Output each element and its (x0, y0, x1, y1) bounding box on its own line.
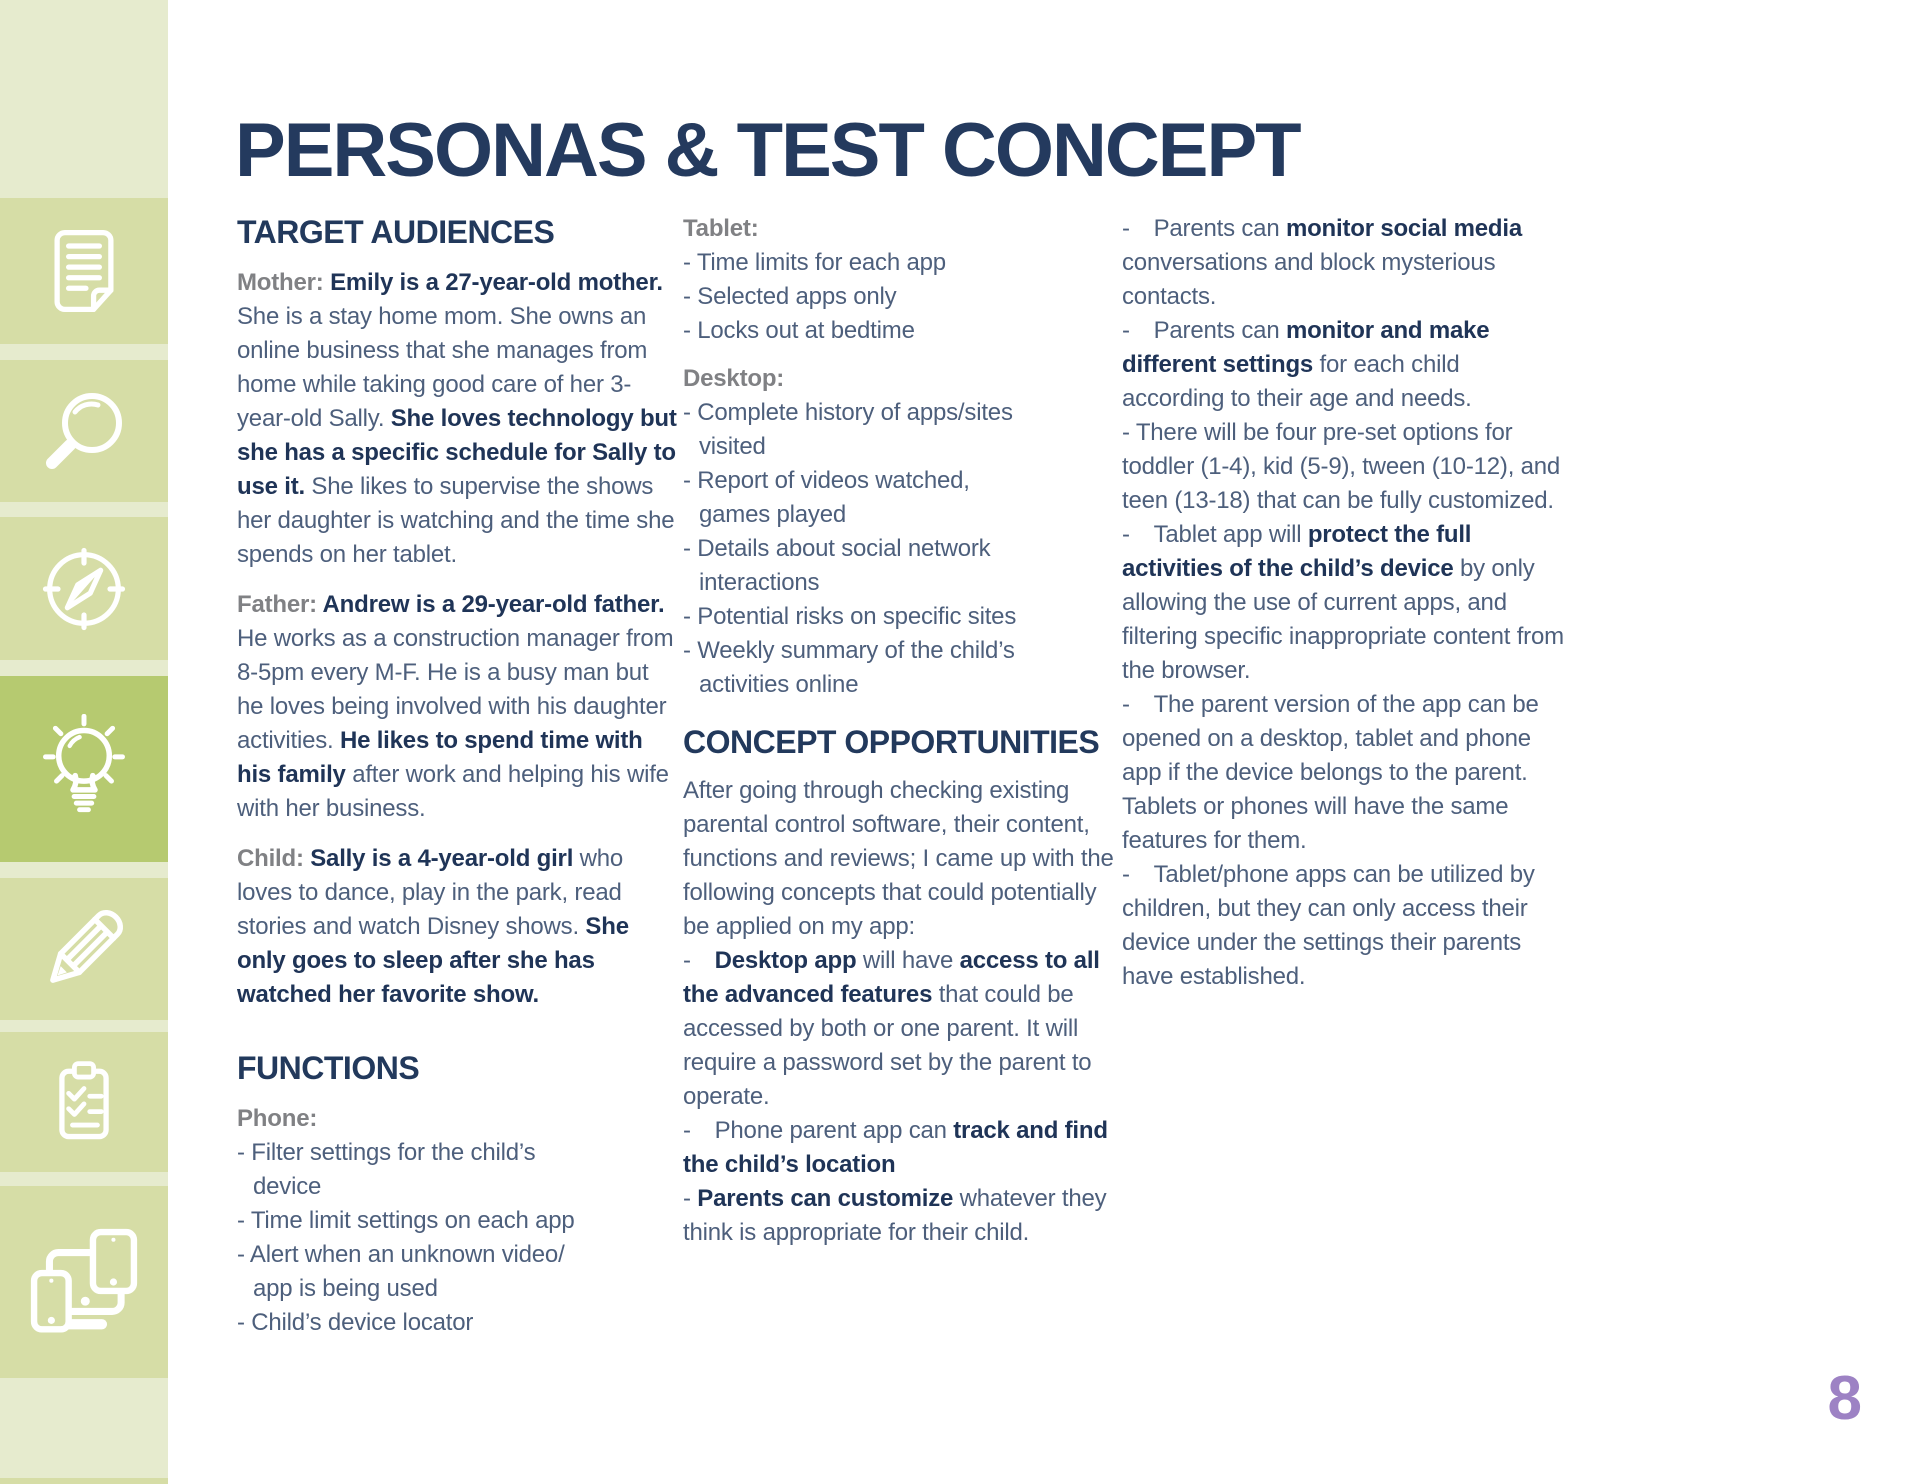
list-item: - Potential risks on specific sites (683, 603, 1017, 630)
list-item: - Details about social network interactions (683, 535, 991, 596)
section-heading-target-audiences: TARGET AUDIENCES (237, 214, 555, 250)
sidebar-item-compass[interactable] (0, 517, 168, 660)
phone-feature-list (237, 1136, 677, 1340)
concept-bullet-list (683, 944, 1123, 1250)
column-target-audiences (237, 212, 677, 1340)
bullet-item: - Parents can customize whatever they think is appropriate for their child. (683, 1185, 1107, 1246)
list-item: - Report of videos watched, games played (683, 467, 970, 528)
concept-detail-bullet-list (1122, 212, 1566, 994)
list-item: - Filter settings for the child’s device (237, 1139, 536, 1200)
search-icon (34, 381, 134, 481)
sidebar-item-document[interactable] (0, 198, 168, 344)
list-item: - Weekly summary of the child’s activities online (683, 637, 1015, 698)
section-heading-functions: FUNCTIONS (237, 1050, 420, 1086)
bullet-item: - Desktop app will have access to all the advanced features that could be accessed by both or one parent. It will require a password set by the parent to operate. (683, 947, 1100, 1110)
bullet-item: - Parents can monitor and make different settings for each child according to their age and needs. (1122, 317, 1490, 412)
list-item: - Time limit settings on each app (237, 1207, 575, 1234)
sidebar-item-checklist[interactable] (0, 1032, 168, 1172)
sidebar-item-pencil[interactable] (0, 878, 168, 1020)
persona-paragraphs (237, 266, 677, 1012)
bullet-item: - Phone parent app can track and find the child’s location (683, 1117, 1108, 1178)
list-item: - Child’s device locator (237, 1309, 474, 1336)
device-label-phone: Phone: (237, 1105, 318, 1132)
page-title: PERSONAS & TEST CONCEPT (235, 107, 1300, 193)
persona-paragraph: Child: Sally is a 4-year-old girl who loves to dance, play in the park, read stories and watch Disney shows. She only goes to sleep after she has watched her favorite show. (237, 845, 629, 1008)
concept-intro-paragraph: After going through checking existing parental control software, their content, functions and reviews; I came up with the following concepts that could potentially be applied on my app: (683, 777, 1114, 940)
bullet-item: - Tablet/phone apps can be utilized by children, but they can only access their device under the settings their parents have established. (1122, 861, 1535, 990)
list-item: - Selected apps only (683, 283, 897, 310)
bullet-item: - The parent version of the app can be opened on a desktop, tablet and phone app if the device belongs to the parent. Tablets or phones will have the same features for them. (1122, 691, 1539, 854)
bullet-item: - Tablet app will protect the full activities of the child’s device by only allowing the use of current apps, and filtering specific inappropriate content from the browser. (1122, 521, 1564, 684)
device-label-desktop: Desktop: (683, 365, 785, 392)
checklist-clipboard-icon (36, 1054, 132, 1150)
page-number: 8 (1827, 1364, 1862, 1433)
section-heading-concept-opportunities: CONCEPT OPPORTUNITIES (683, 724, 1100, 760)
persona-paragraph: Mother: Emily is a 27-year-old mother. She is a stay home mom. She owns an online business that she manages from home while taking good care of her 3-year-old Sally. She loves technology but she has a specific schedule for Sally to use it. She likes to supervise the shows her daughter is watching and the time she spends on her tablet. (237, 269, 677, 568)
list-item: - Time limits for each app (683, 249, 946, 276)
device-label-tablet: Tablet: (683, 215, 759, 242)
compass-icon (32, 537, 136, 641)
column-functions-concept (683, 212, 1123, 1250)
bullet-item: - There will be four pre-set options for toddler (1-4), kid (5-9), tween (10-12), and teen (13-18) that can be fully customized. (1122, 419, 1561, 514)
tablet-feature-list (683, 246, 1123, 348)
lightbulb-icon (29, 714, 139, 824)
column-concept-details (1122, 212, 1566, 994)
desktop-feature-list (683, 396, 1123, 702)
list-item: - Locks out at bedtime (683, 317, 915, 344)
sidebar-item-partial (0, 1478, 168, 1484)
persona-paragraph: Father: Andrew is a 29-year-old father. He works as a construction manager from 8-5pm every M-F. He is a busy man but he loves being involved with his daughter activities. He likes to spend time with his family after work and helping his wife with her business. (237, 591, 674, 822)
list-item: - Alert when an unknown video/ app is being used (237, 1241, 565, 1302)
devices-icon (20, 1218, 148, 1346)
sidebar-item-devices[interactable] (0, 1186, 168, 1378)
pencil-icon (29, 894, 139, 1004)
bullet-item: - Parents can monitor social media conversations and block mysterious contacts. (1122, 215, 1522, 310)
document-icon (36, 223, 132, 319)
sidebar-item-search[interactable] (0, 360, 168, 502)
sidebar-item-ideas-active[interactable] (0, 676, 168, 862)
list-item: - Complete history of apps/sites visited (683, 399, 1013, 460)
sidebar (0, 0, 168, 1484)
